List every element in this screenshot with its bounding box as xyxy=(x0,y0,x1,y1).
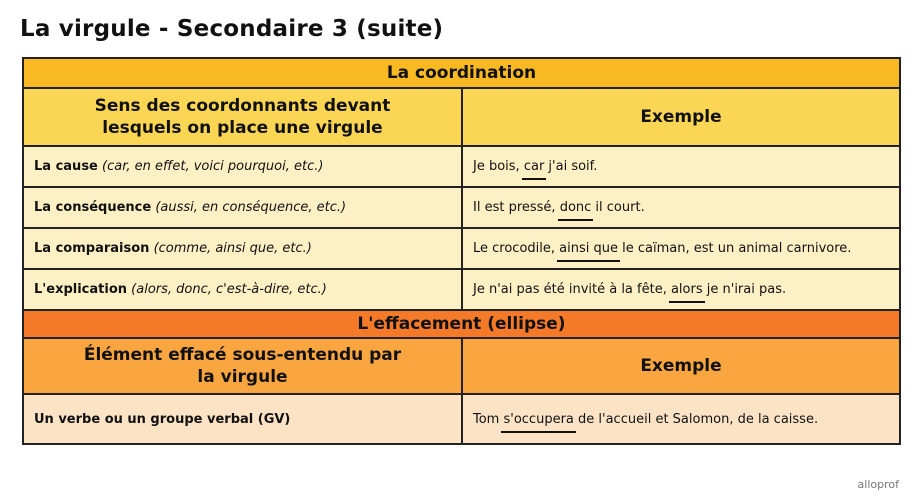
row-label: L'explication xyxy=(34,282,128,297)
row-examples: (alors, donc, c'est-à-dire, etc.) xyxy=(131,282,327,297)
effacement-section-title xyxy=(24,309,899,337)
table-row: La cause (car, en effet, voici pourquoi, etc.) Je bois, car j'ai soif. xyxy=(24,145,899,186)
coordination-header-row xyxy=(24,87,899,145)
row-label: La conséquence xyxy=(34,200,152,215)
table-row: Un verbe ou un groupe verbal (GV) Tom s'occupera de l'accueil et Salomon, de la caisse. xyxy=(24,393,899,443)
effacement-header-right: Exemple xyxy=(640,356,722,376)
table-row: L'explication (alors, donc, c'est-à-dire, etc.) Je n'ai pas été invité à la fête, alors je n'irai pas. xyxy=(24,268,899,309)
alloprof-logo: alloprof xyxy=(857,478,899,491)
table-row: La comparaison (comme, ainsi que, etc.) Le crocodile, ainsi que le caïman, est un animal carnivore. xyxy=(24,227,899,268)
coordination-header-left: Sens des coordonnants devant lesquels on place une virgule xyxy=(24,89,463,145)
underlined-coordinator: alors xyxy=(670,282,703,297)
row-label: La comparaison xyxy=(34,241,150,256)
row-examples: (car, en effet, voici pourquoi, etc.) xyxy=(102,159,324,174)
row-examples: (aussi, en conséquence, etc.) xyxy=(155,200,347,215)
row-examples: (comme, ainsi que, etc.) xyxy=(153,241,312,256)
effacement-header-left: Élément effacé sous-entendu par la virgule xyxy=(24,339,463,393)
coordination-header-right: Exemple xyxy=(640,107,722,127)
effacement-title: L'effacement (ellipse) xyxy=(357,314,566,334)
effacement-header-row xyxy=(24,337,899,393)
table-row: La conséquence (aussi, en conséquence, etc.) Il est pressé, donc il court. xyxy=(24,186,899,227)
coordination-title: La coordination xyxy=(386,63,537,83)
comma-table xyxy=(22,57,901,445)
underlined-coordinator: car xyxy=(523,159,545,174)
page-title: La virgule - Secondaire 3 (suite) xyxy=(20,16,444,42)
underlined-verb: s'occupera xyxy=(503,411,574,427)
row-label: Un verbe ou un groupe verbal (GV) xyxy=(34,411,291,427)
coordination-section-title xyxy=(24,59,899,87)
underlined-coordinator: ainsi que xyxy=(559,241,618,256)
underlined-coordinator: donc xyxy=(559,200,592,215)
row-label: La cause xyxy=(34,159,98,174)
